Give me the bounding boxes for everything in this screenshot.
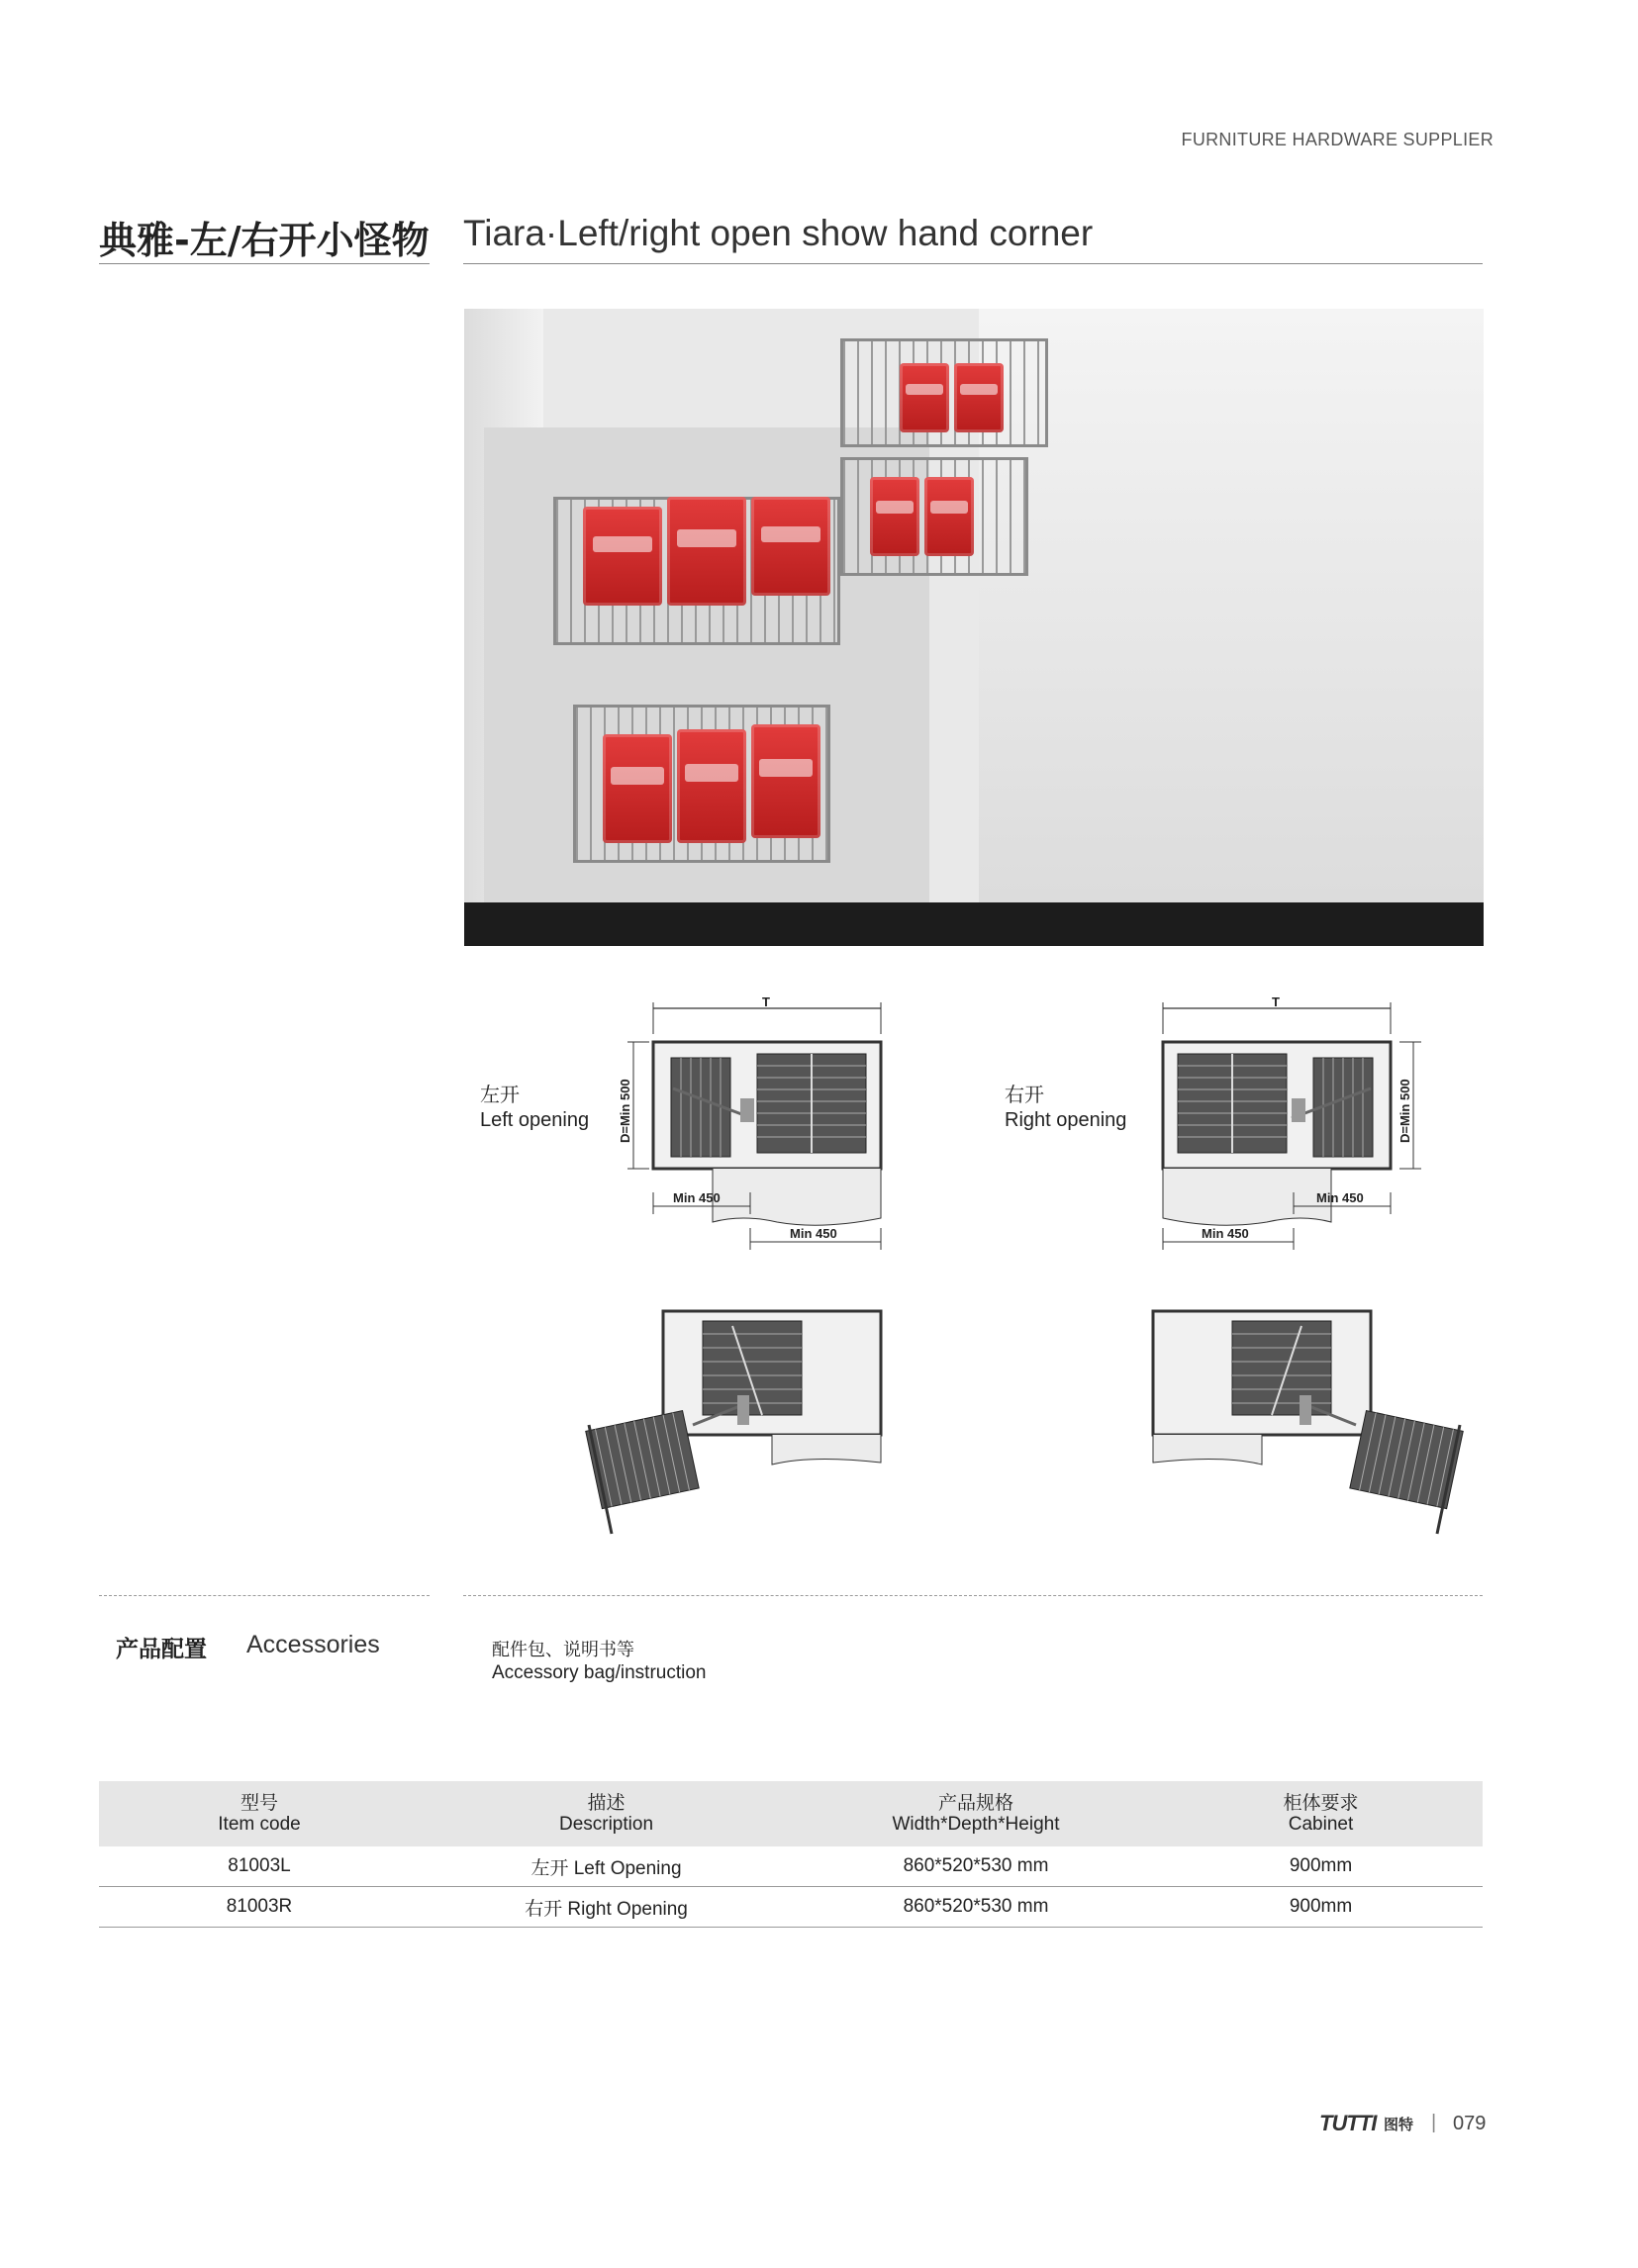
photo-floor: [464, 902, 1484, 946]
accessories-value-en: Accessory bag/instruction: [492, 1662, 707, 1683]
cell-dimensions: 860*520*530 mm: [903, 1855, 1049, 1876]
right-opening-label-en: Right opening: [1005, 1109, 1127, 1131]
supplier-label: FURNITURE HARDWARE SUPPLIER: [1181, 130, 1493, 149]
left-opening-label: [480, 1082, 589, 1133]
cell-cabinet: 900mm: [1289, 1896, 1353, 1917]
right-opening-label: [1005, 1082, 1126, 1133]
cell-item-code: 81003L: [228, 1855, 291, 1876]
accessories-divider-right: [463, 1595, 1483, 1596]
table-row: [99, 1846, 1483, 1887]
right-open-state-diagram: [1148, 1306, 1465, 1544]
left-dim-t: T: [762, 994, 770, 1009]
accessories-divider-left: [99, 1595, 430, 1596]
left-dim-b: Min 450: [790, 1226, 837, 1241]
photo-package: [603, 734, 672, 843]
photo-package: [954, 363, 1004, 432]
accessories-label-en: Accessories: [246, 1631, 380, 1658]
footer-separator: |: [1431, 2112, 1437, 2133]
photo-package: [751, 497, 830, 596]
photo-package: [677, 729, 746, 843]
header-description: 描述 Description: [558, 1792, 654, 1835]
cell-description: 左开 Left Opening: [530, 1857, 682, 1879]
spec-table: [99, 1781, 1483, 1928]
cell-description: 右开 Right Opening: [525, 1898, 688, 1920]
page-title-cn: 典雅-左/右开小怪物: [99, 219, 430, 262]
brand-logo-cn: 图特: [1384, 2116, 1414, 2133]
table-row: [99, 1887, 1483, 1928]
left-opening-label-cn: 左开: [480, 1083, 520, 1106]
header-cabinet: 柜体要求 Cabinet: [1283, 1792, 1359, 1835]
photo-package: [667, 497, 746, 606]
header-item-code: 型号 Item code: [218, 1792, 301, 1835]
right-dim-a: Min 450: [1316, 1190, 1364, 1205]
right-opening-label-cn: 右开: [1005, 1083, 1044, 1106]
photo-package: [583, 507, 662, 606]
left-dim-a: Min 450: [673, 1190, 721, 1205]
title-divider-left: [99, 263, 430, 264]
left-dim-d: D=Min 500: [618, 1079, 632, 1143]
right-opening-diagram: [1158, 994, 1445, 1262]
right-dim-d: D=Min 500: [1397, 1079, 1412, 1143]
page-title-en: Tiara·Left/right open show hand corner: [463, 213, 1094, 253]
left-opening-label-en: Left opening: [480, 1109, 590, 1131]
left-open-state-diagram: [584, 1306, 901, 1544]
photo-package: [900, 363, 949, 432]
cell-item-code: 81003R: [226, 1896, 293, 1917]
photo-package: [751, 724, 820, 838]
header-dimensions: 产品规格 Width*Depth*Height: [892, 1792, 1060, 1835]
right-dim-b: Min 450: [1202, 1226, 1249, 1241]
photo-package: [870, 477, 919, 556]
right-dim-t: T: [1272, 994, 1280, 1009]
accessories-label-cn: 产品配置: [116, 1637, 207, 1662]
page-number: 079: [1453, 2113, 1487, 2134]
photo-package: [924, 477, 974, 556]
spec-table-header: [99, 1781, 1483, 1846]
cell-cabinet: 900mm: [1289, 1855, 1353, 1876]
left-opening-diagram: [614, 994, 901, 1262]
cell-dimensions: 860*520*530 mm: [903, 1896, 1049, 1917]
product-photo: [464, 309, 1484, 946]
photo-cabinet-right: [979, 309, 1484, 902]
brand-logo: TUTTI: [1319, 2111, 1377, 2135]
accessories-value-cn: 配件包、说明书等: [492, 1640, 634, 1660]
title-divider-right: [463, 263, 1483, 264]
